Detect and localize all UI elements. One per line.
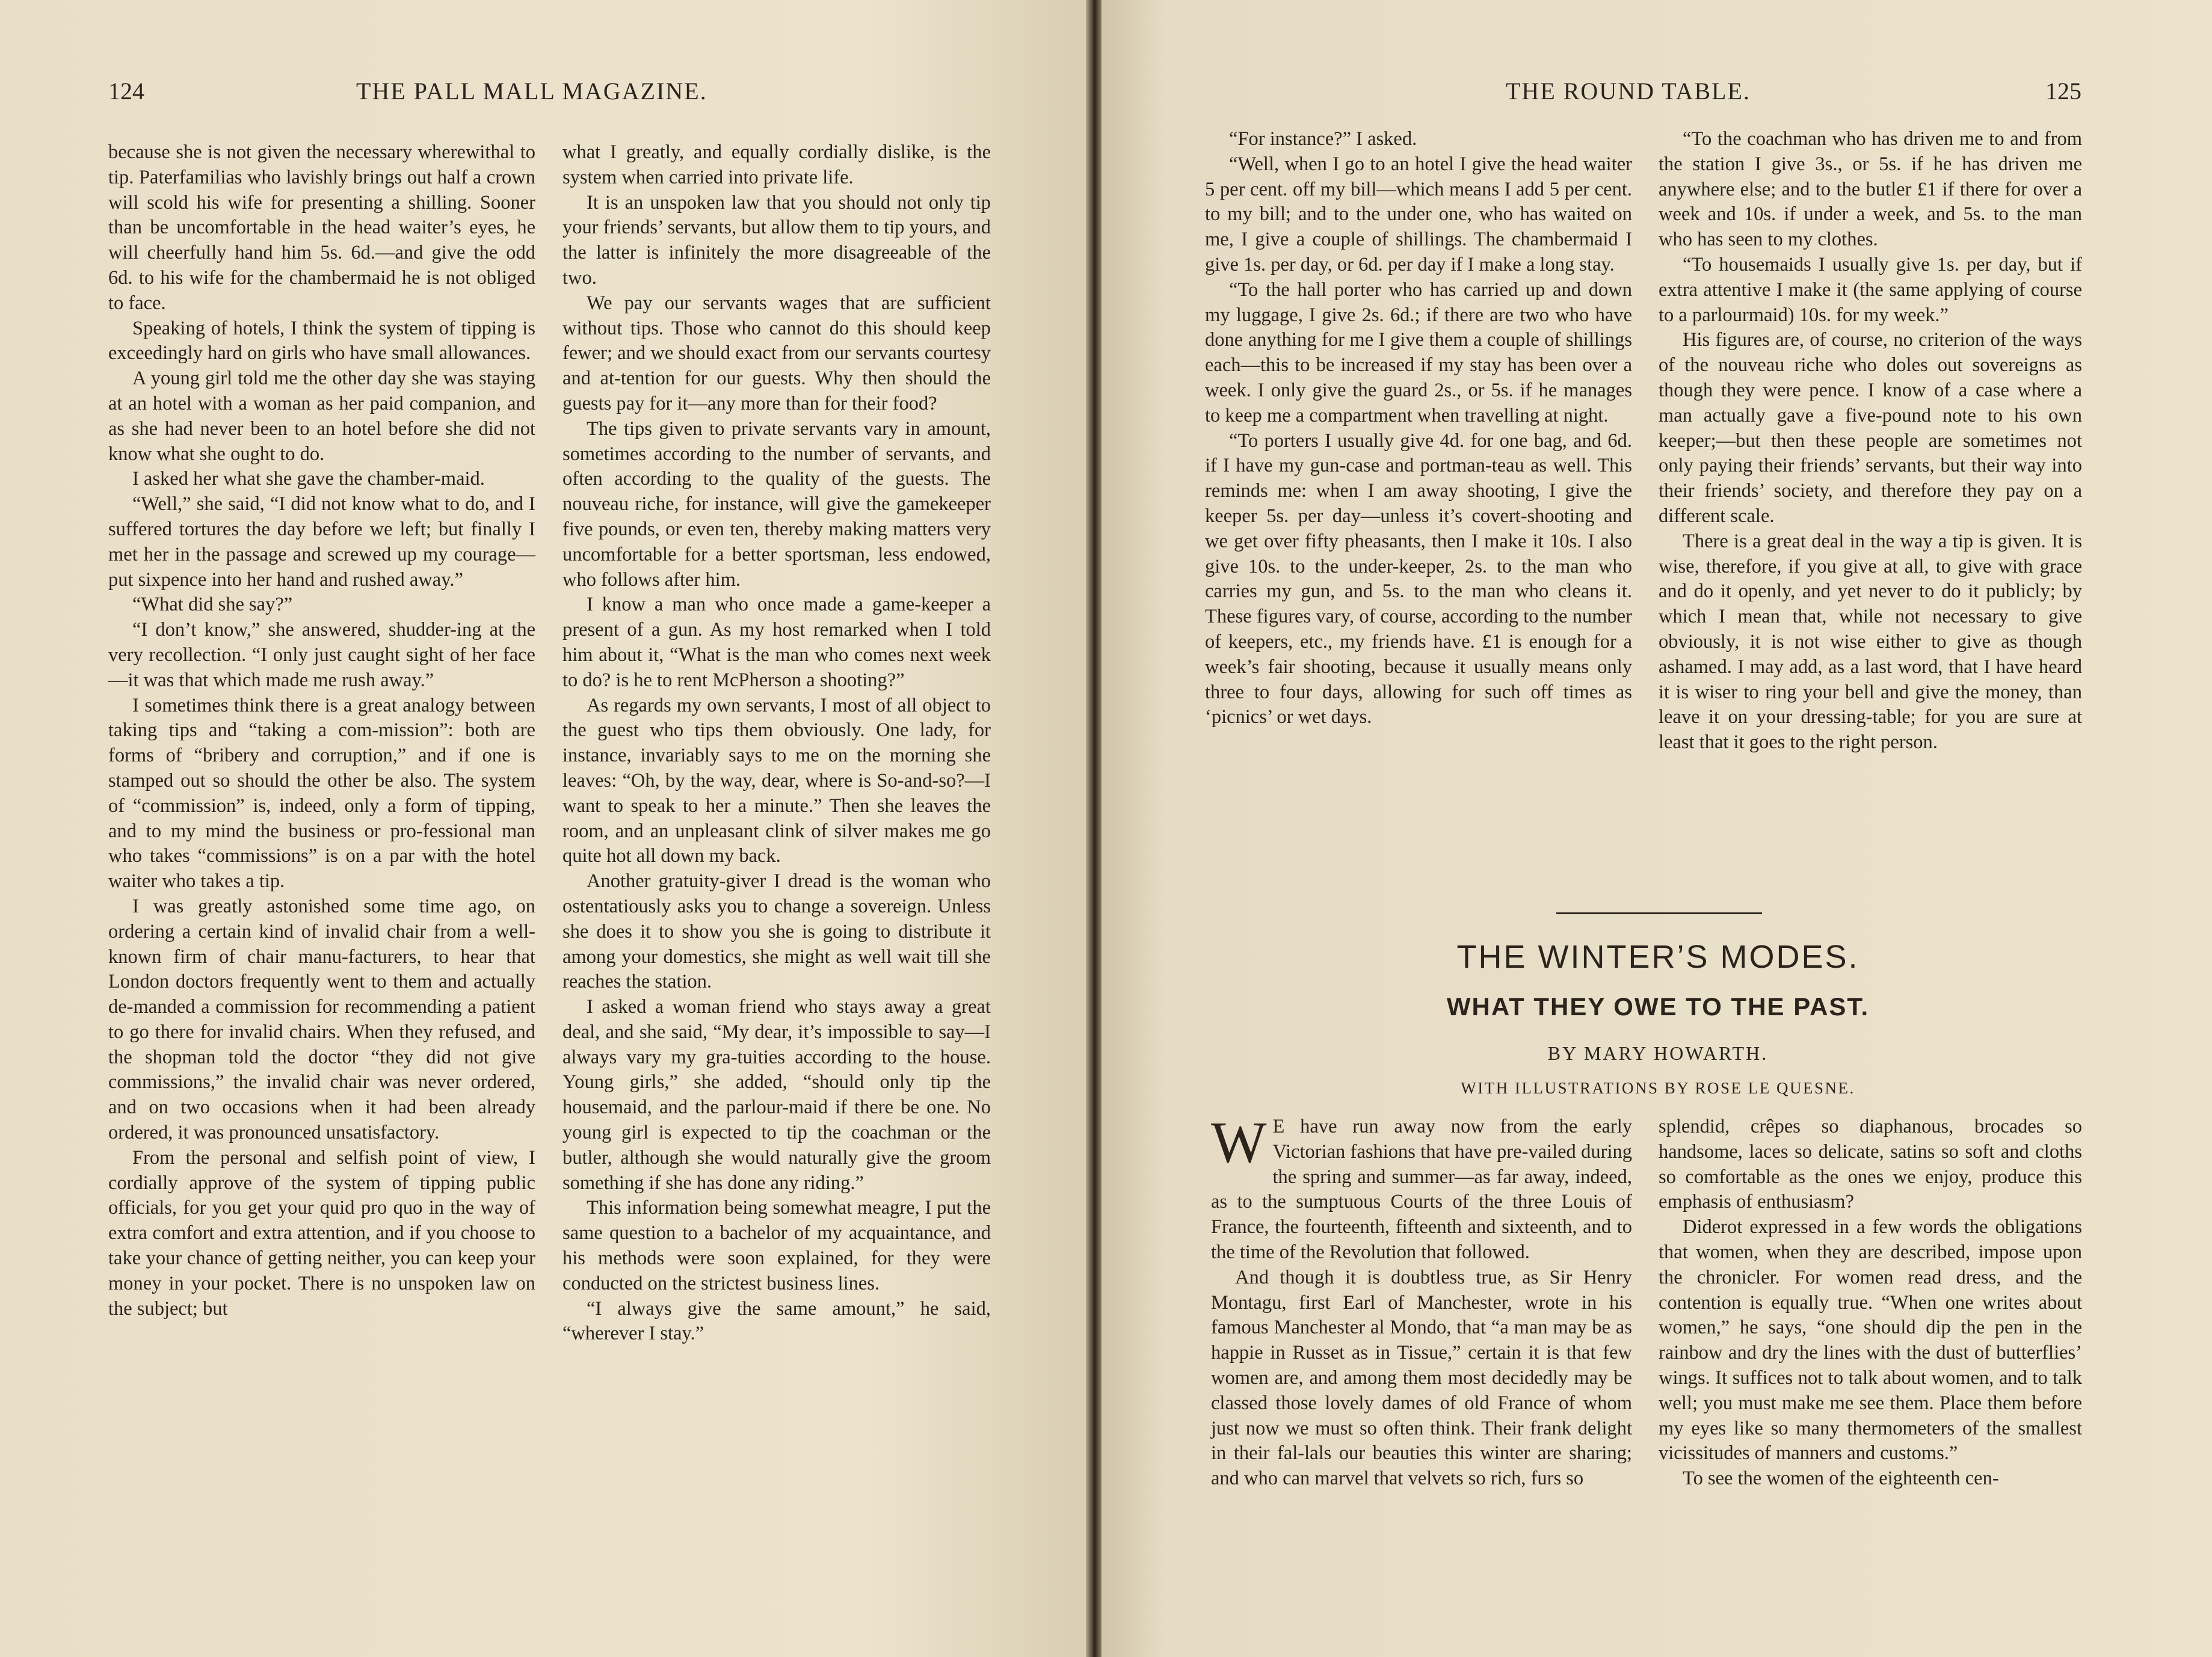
paragraph: I know a man who once made a game-keeper a present of a gun. As my host remarked when I told him about it, “What is the man who comes next week to do? is he to rent McPherson a shooting?” [562,594,991,691]
paragraph: From the personal and selfish point of view, I cordially approve of the system of tipping public officials, for you get your quid pro quo in the way of extra comfort and extra attention, and if you choose to take your chance of getting neither, you can keep your money in your pocket. There is no unspoken law on the subject; but [108,1146,535,1320]
right-running-head: THE ROUND TABLE. [1506,78,1751,105]
left-column-1 [108,140,535,1321]
paragraph: “For instance?” I asked. [1229,128,1417,150]
paragraph: A young girl told me the other day she was staying at an hotel with a woman as her paid companion, and as she had never been to an hotel before she did not know what she ought to do. [108,367,535,465]
paragraph: “I always give the same amount,” he said, “wherever I stay.” [562,1297,991,1345]
paragraph: The tips given to private servants vary in amount, sometimes according to the number of servants, and often according to the quality of the guests. The nouveau riche, for instance, will give the gamekeeper five pounds, or even ten, thereby making matters very uncomfortable for a better sportsman, less endowed, who follows after him. [562,417,991,591]
paragraph: It is an unspoken law that you should not only tip your friends’ servants, but allow them to tip yours, and the latter is infinitely the more disagreeable of the two. [562,191,991,289]
right-column-1 [1205,127,1632,730]
paragraph: I asked her what she gave the chamber-maid. [132,468,485,490]
paragraph: To see the women of the eighteenth cen- [1683,1468,1999,1490]
paragraph: “To the coachman who has driven me to and from the station I give 3s., or 5s. if he has driven me anywhere else; and to the butler £1 if there for over a week and 10s. if under a week, and 5s. to the man who has seen to my clothes. [1659,128,2082,251]
paragraph: Speaking of hotels, I think the system of tipping is exceedingly hard on girls who have small allowances. [108,317,535,364]
paragraph: what I greatly, and equally cordially dislike, is the system when carried into private life. [562,141,991,188]
left-page-number: 124 [108,78,144,105]
article-illustration-credit: WITH ILLUSTRATIONS BY ROSE LE QUESNE. [1461,1079,1855,1097]
paragraph: “Well, when I go to an hotel I give the head waiter 5 per cent. off my bill—which means I add 5 per cent. to my bill; and to the under one, who has waited on me, I give a couple of shillings. The chambermaid I give 1s. per day, or 6d. per day if I make a long stay. [1205,153,1632,275]
paragraph: “I don’t know,” she answered, shudder-ing at the very recollection. “I only just caught sight of her face—it was that which made me rush away.” [108,619,535,691]
article-title: THE WINTER’S MODES. [1456,939,1859,975]
book-gutter [1086,0,1101,1657]
paragraph: His figures are, of course, no criterion of the ways of the nouveau riche who doles out sovereigns as though they were pence. I know of a case where a man actually gave a five-pound note to his own keeper;—but then these people are sometimes not only paying their friends’ servants, but their way into their friends’ society, and therefore they pay on a different scale. [1659,329,2082,527]
paragraph: splendid, crêpes so diaphanous, brocades so handsome, laces so delicate, satins so soft and cloths so comfortable as the ones we enjoy, produce this emphasis of enthusiasm? [1659,1116,2082,1213]
paragraph: This information being somewhat meagre, I put the same question to a bachelor of my acquaintance, and his methods were soon explained, for they were conducted on the strictest business lines. [562,1197,991,1294]
paragraph: “What did she say?” [132,594,293,616]
paragraph: As regards my own servants, I most of all object to the guest who tips them obviously. One lady, for instance, invariably says to me on the morning she leaves: “Oh, by the way, dear, where is So-and-so?—I want to speak to her a minute.” Then she leaves the room, and an unpleasant clink of silver makes me go quite hot all down my back. [562,694,991,867]
paragraph: We pay our servants wages that are sufficient without tips. Those who cannot do this should keep fewer; and we should exact from our servants courtesy and at-tention for our guests. Why then should the guests pay for it—any more than for their food? [562,292,991,414]
left-running-head: THE PALL MALL MAGAZINE. [356,78,707,105]
paragraph: I was greatly astonished some time ago, on ordering a certain kind of invalid chair from a well-known firm of chair manu-facturers, to hear that London doctors frequently went to them and actually de-manded a commission for recommending a patient to go there for invalid chairs. When they refused, and the shopman told the doctor “they did not give commissions,” the invalid chair was never ordered, and on two occasions when it had been already ordered, it was pronounced unsatisfactory. [108,895,535,1144]
right-column-2 [1659,127,2082,755]
section-rule [1556,912,1762,914]
paragraph: And though it is doubtless true, as Sir Henry Montagu, first Earl of Manchester, wrote in his famous Manchester al Mondo, that “a man may be as happie in Russet as in Tissue,” certain it is that few women are, and among them most decidedly may be classed those lovely dames of old France of whom just now we must so often think. Their frank delight in their fal-lals our beauties this winter are sharing; and who can marvel that velvets so rich, furs so [1211,1266,1632,1490]
article-column-1 [1211,1110,1632,1492]
paragraph: because she is not given the necessary wherewithal to tip. Paterfamilias who lavishly brings out half a crown will scold his wife for presenting a shilling. Sooner than be uncomfortable in the head waiter’s eyes, he will cheerfully hand him 5s. 6d.—and give the odd 6d. to his wife for the chambermaid he is not obliged to face. [108,141,535,314]
paragraph: There is a great deal in the way a tip is given. It is wise, therefore, if you give at all, to give with grace and do it openly, and yet never to do it publicly; by which I mean that, while not necessary to give obviously, it is not wise either to give as though ashamed. I may add, as a last word, that I have heard it is wiser to ring your bell and give the money, than leave it on your dressing-table; for you are sure at least that it goes to the right person. [1659,530,2082,754]
right-page-number: 125 [2045,78,2081,105]
paragraph: I asked a woman friend who stays away a great deal, and she said, “My dear, it’s impossible to say—I always vary my gra-tuities according to the house. Young girls,” she added, “should only tip the housemaid, and the parlour-maid if there be one. No young girl is expected to tip the coachman or the butler, although she would naturally give the groom something if she has done any riding.” [562,996,991,1194]
article-column-2 [1659,1114,2082,1492]
article-byline: BY MARY HOWARTH. [1547,1042,1769,1064]
paragraph: “To porters I usually give 4d. for one bag, and 6d. if I have my gun-case and portman-teau as well. This reminds me: when I am away shooting, I give the keeper 5s. per day—unless it’s covert-shooting and we get over fifty pheasants, then I make it 10s. I also give 10s. to the under-keeper, 2s. to the man who carries my gun, and 5s. to the man who cleans it. These figures vary, of course, according to the number of keepers, etc., my friends have. £1 is enough for a week’s fair shooting, because it usually means only three to four days, allowing for such off times as ‘picnics’ or wet days. [1205,429,1632,728]
drop-cap: W [1211,1110,1267,1175]
paragraph: “To the hall porter who has carried up and down my luggage, I give 2s. 6d.; if there are two who have done anything for me I give them a couple of shillings each—this to be increased if my stay has been over a week. I only give the guard 2s., or 5s. if he manages to keep me a compartment when travelling at night. [1205,278,1632,426]
paragraph: I sometimes think there is a great analogy between taking tips and “taking a com-mission”: both are forms of “bribery and corruption,” and if one is stamped out so should the other be also. The system of “commission” is, indeed, only a form of tipping, and to my mind the business or pro-fessional man who takes “commissions” is on a par with the hotel waiter who takes a tip. [108,694,535,893]
paragraph: E have run away now from the early Victorian fashions that have pre-vailed during the spring and summer—as far away, indeed, as to the sumptuous Courts of the three Louis of France, the fourteenth, fifteenth and sixteenth, and to the time of the Revolution that followed. [1211,1116,1632,1263]
paragraph: Another gratuity-giver I dread is the woman who ostentatiously asks you to change a sovereign. Unless she does it to show you she is going to distribute it among your domestics, she might as well wait till she reaches the station. [562,870,991,993]
paragraph: “Well,” she said, “I did not know what to do, and I suffered tortures the day before we left; but finally I met her in the passage and screwed up my courage—put sixpence into her hand and rushed away.” [108,493,535,591]
left-column-2 [562,140,991,1347]
paragraph: Diderot expressed in a few words the obligations that women, when they are described, impose upon the chronicler. For women read dress, and the contention is equally true. “When one writes about women,” he says, “one should dip the pen in the rainbow and dry the lines with the dust of butterflies’ wings. It suffices not to talk about women, and to talk well; you must make me see them. Place them before my eyes like so many thermometers of the smallest vicissitudes of manners and customs.” [1659,1216,2082,1465]
paragraph: “To housemaids I usually give 1s. per day, but if extra attentive I make it (the same applying of course to a parlourmaid) 10s. for my week.” [1659,253,2082,326]
article-subtitle: WHAT THEY OWE TO THE PAST. [1446,992,1870,1021]
